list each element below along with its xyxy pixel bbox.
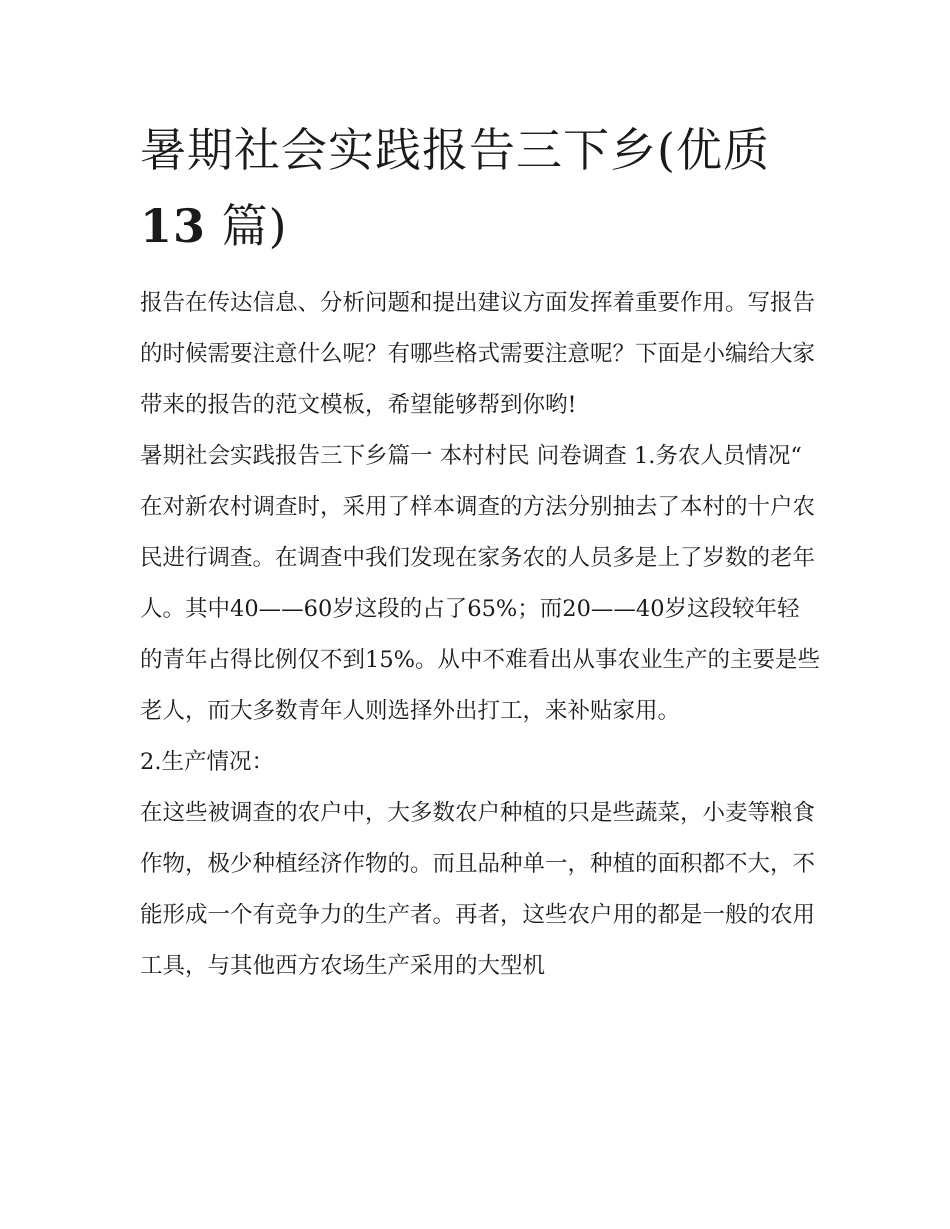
section-heading-2: 2.生产情况： [140,749,274,775]
page-title [140,112,820,264]
title-main: 暑期社会实践报告三下乡(优质 [140,123,770,177]
document-body [140,278,820,992]
intro-paragraph: 报告在传达信息、分析问题和提出建议方面发挥着重要作用。写报告的时候需要注意什么呢？有哪些格式需要注意呢？下面是小编给大家带来的报告的范文模板，希望能够帮到你哟! [140,290,816,418]
survey-paragraph: 在对新农村调查时，采用了样本调查的方法分别抽去了本村的十户农民进行调查。在调查中我们发现在家务农的人员多是上了岁数的老年人。其中40——60岁这段的占了65%；而20——40岁这段较年轻的青年占得比例仅不到15%。从中不难看出从事农业生产的主要是些老人，而大多数青年人则选择外出打工，来补贴家用。 [140,494,821,724]
section-heading-1: 暑期社会实践报告三下乡篇一 本村村民 问卷调查 1.务农人员情况“ [140,443,802,469]
title-count: 13 [140,199,207,253]
title-end: 篇) [221,199,288,253]
production-paragraph: 在这些被调查的农户中，大多数农户种植的只是些蔬菜，小麦等粮食作物，极少种植经济作物的。而且品种单一，种植的面积都不大，不能形成一个有竞争力的生产者。再者，这些农户用的都是一般的农用工具，与其他西方农场生产采用的大型机 [140,800,816,979]
